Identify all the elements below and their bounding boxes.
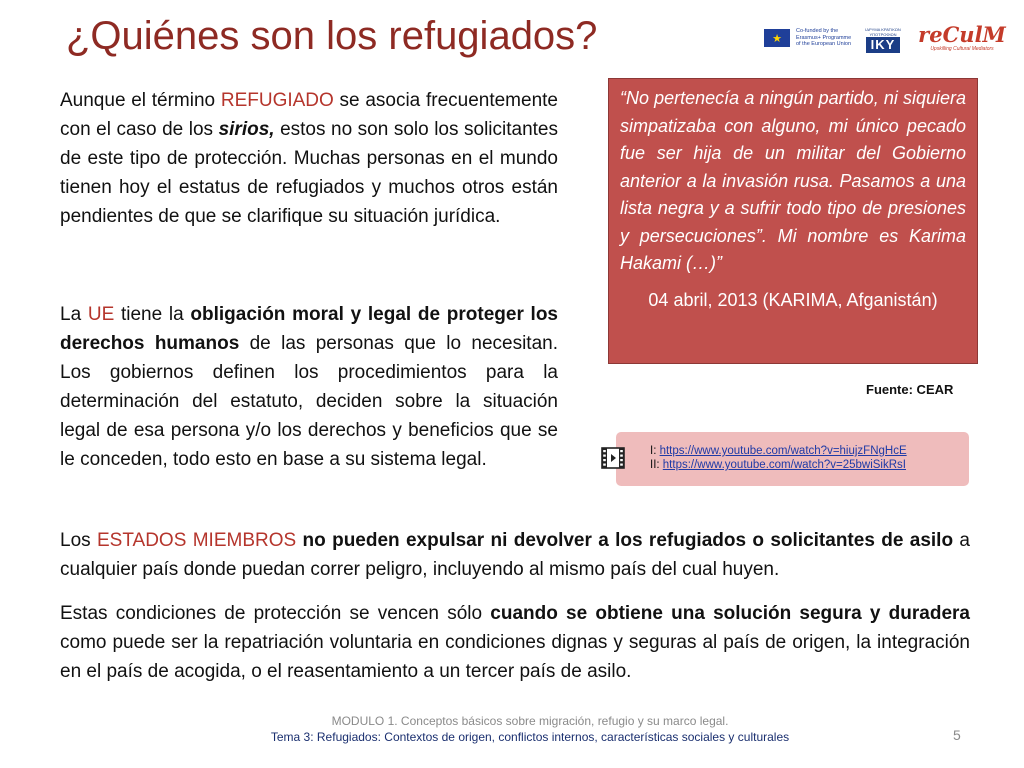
link-prefix: II: [650,459,663,471]
video-link-2[interactable]: https://www.youtube.com/watch?v=25bwiSikRsI [662,459,906,471]
text-run: La [60,304,88,325]
slide-footer [230,713,830,745]
footer-topic: Tema 3: Refugiados: Contextos de origen, conflictos internos, características sociales y culturales [270,730,790,744]
video-film-icon [601,446,625,470]
text-run: se asocia frecuentemente con el caso de los [60,90,558,140]
highlight-refugiado: REFUGIADO [220,90,334,111]
iky-logo-text: IKY [866,37,901,53]
testimony-quote-box [608,78,978,364]
video-link-row-1 [650,444,969,458]
text-run: estos no son solo los solicitantes de este tipo de protección. Muchas personas en el mundo tienen hoy el estatus de refugiados y muchos otros están pendientes de que se clarifique su situación jurídica. [60,119,558,227]
page-number: 5 [953,727,961,743]
quote-date: 04 abril, 2013 (KARIMA, Afganistán) [648,289,938,310]
eu-logo-text: Co-funded by the Erasmus+ Programme of the European Union [796,28,852,48]
paragraph-refugiado [60,86,558,231]
text-run: tiene la [114,304,191,325]
quote-text: “No pertenecía a ningún partido, ni siquiera simpatizaba con alguno, mi único pecado fue ser hija de un militar del Gobierno anterior a la invasión rusa. Pasamos a una lista negra y a sufrir todo tipo de presiones y persecuciones”. Mi nombre es Karima Hakami (…)” [620,88,966,273]
iky-logo-subtitle: ΙΔΡΥΜΑ ΚΡΑΤΙΚΩΝ ΥΠΟΤΡΟΦΙΩΝ [865,27,901,37]
slide-title: ¿Quiénes son los refugiados? [66,14,598,58]
paragraph-condiciones [60,599,970,686]
bold-no-expulsar: no pueden expulsar ni devolver a los refugiados o solicitantes de asilo [302,530,954,551]
paragraph-ue [60,300,558,474]
text-run: de las personas que lo necesitan. Los gobiernos definen los procedimientos para la determinación del estatuto, deciden sobre la situación legal de esa persona y/o los derechos y beneficios que se le conceden, todo esto en base a su sistema legal. [60,333,559,470]
iky-logo [858,23,908,53]
reculm-logo-tagline: Upskilling Cultural Mediators [930,46,994,52]
text-run: Los [60,530,97,551]
reculm-logo [914,24,1010,52]
partner-logos [764,20,1010,56]
text-run: como puede ser la repatriación voluntaria en condiciones dignas y seguras al país de origen, la integración en el país de acogida, o el reasentamiento a un tercer país de asilo. [60,632,970,682]
text-run: Estas condiciones de protección se vencen sólo [60,603,491,624]
video-link-1[interactable]: https://www.youtube.com/watch?v=hiujzFNgHcE [659,445,907,457]
video-link-row-2 [650,458,969,472]
text-run: Aunque el término [60,90,221,111]
highlight-estados-miembros: ESTADOS MIEMBROS [96,530,297,551]
link-prefix: I: [650,445,660,457]
video-links-box [616,432,969,486]
paragraph-estados-miembros [60,526,970,584]
bold-obligacion: obligación moral y legal de proteger los derechos humanos [60,304,558,354]
text-run: a cualquier país donde puedan correr peligro, incluyendo al mismo país del cual huyen. [60,530,970,580]
highlight-ue: UE [87,304,115,325]
source-label: Fuente: CEAR [866,382,954,397]
reculm-logo-text: reCulM [918,22,1006,47]
footer-module: MODULO 1. Conceptos básicos sobre migración, refugio y su marco legal. [331,714,729,728]
emphasis-sirios: sirios, [218,119,275,140]
bold-solucion-segura: cuando se obtiene una solución segura y duradera [490,603,970,624]
eu-flag-icon: ★ [764,29,790,47]
